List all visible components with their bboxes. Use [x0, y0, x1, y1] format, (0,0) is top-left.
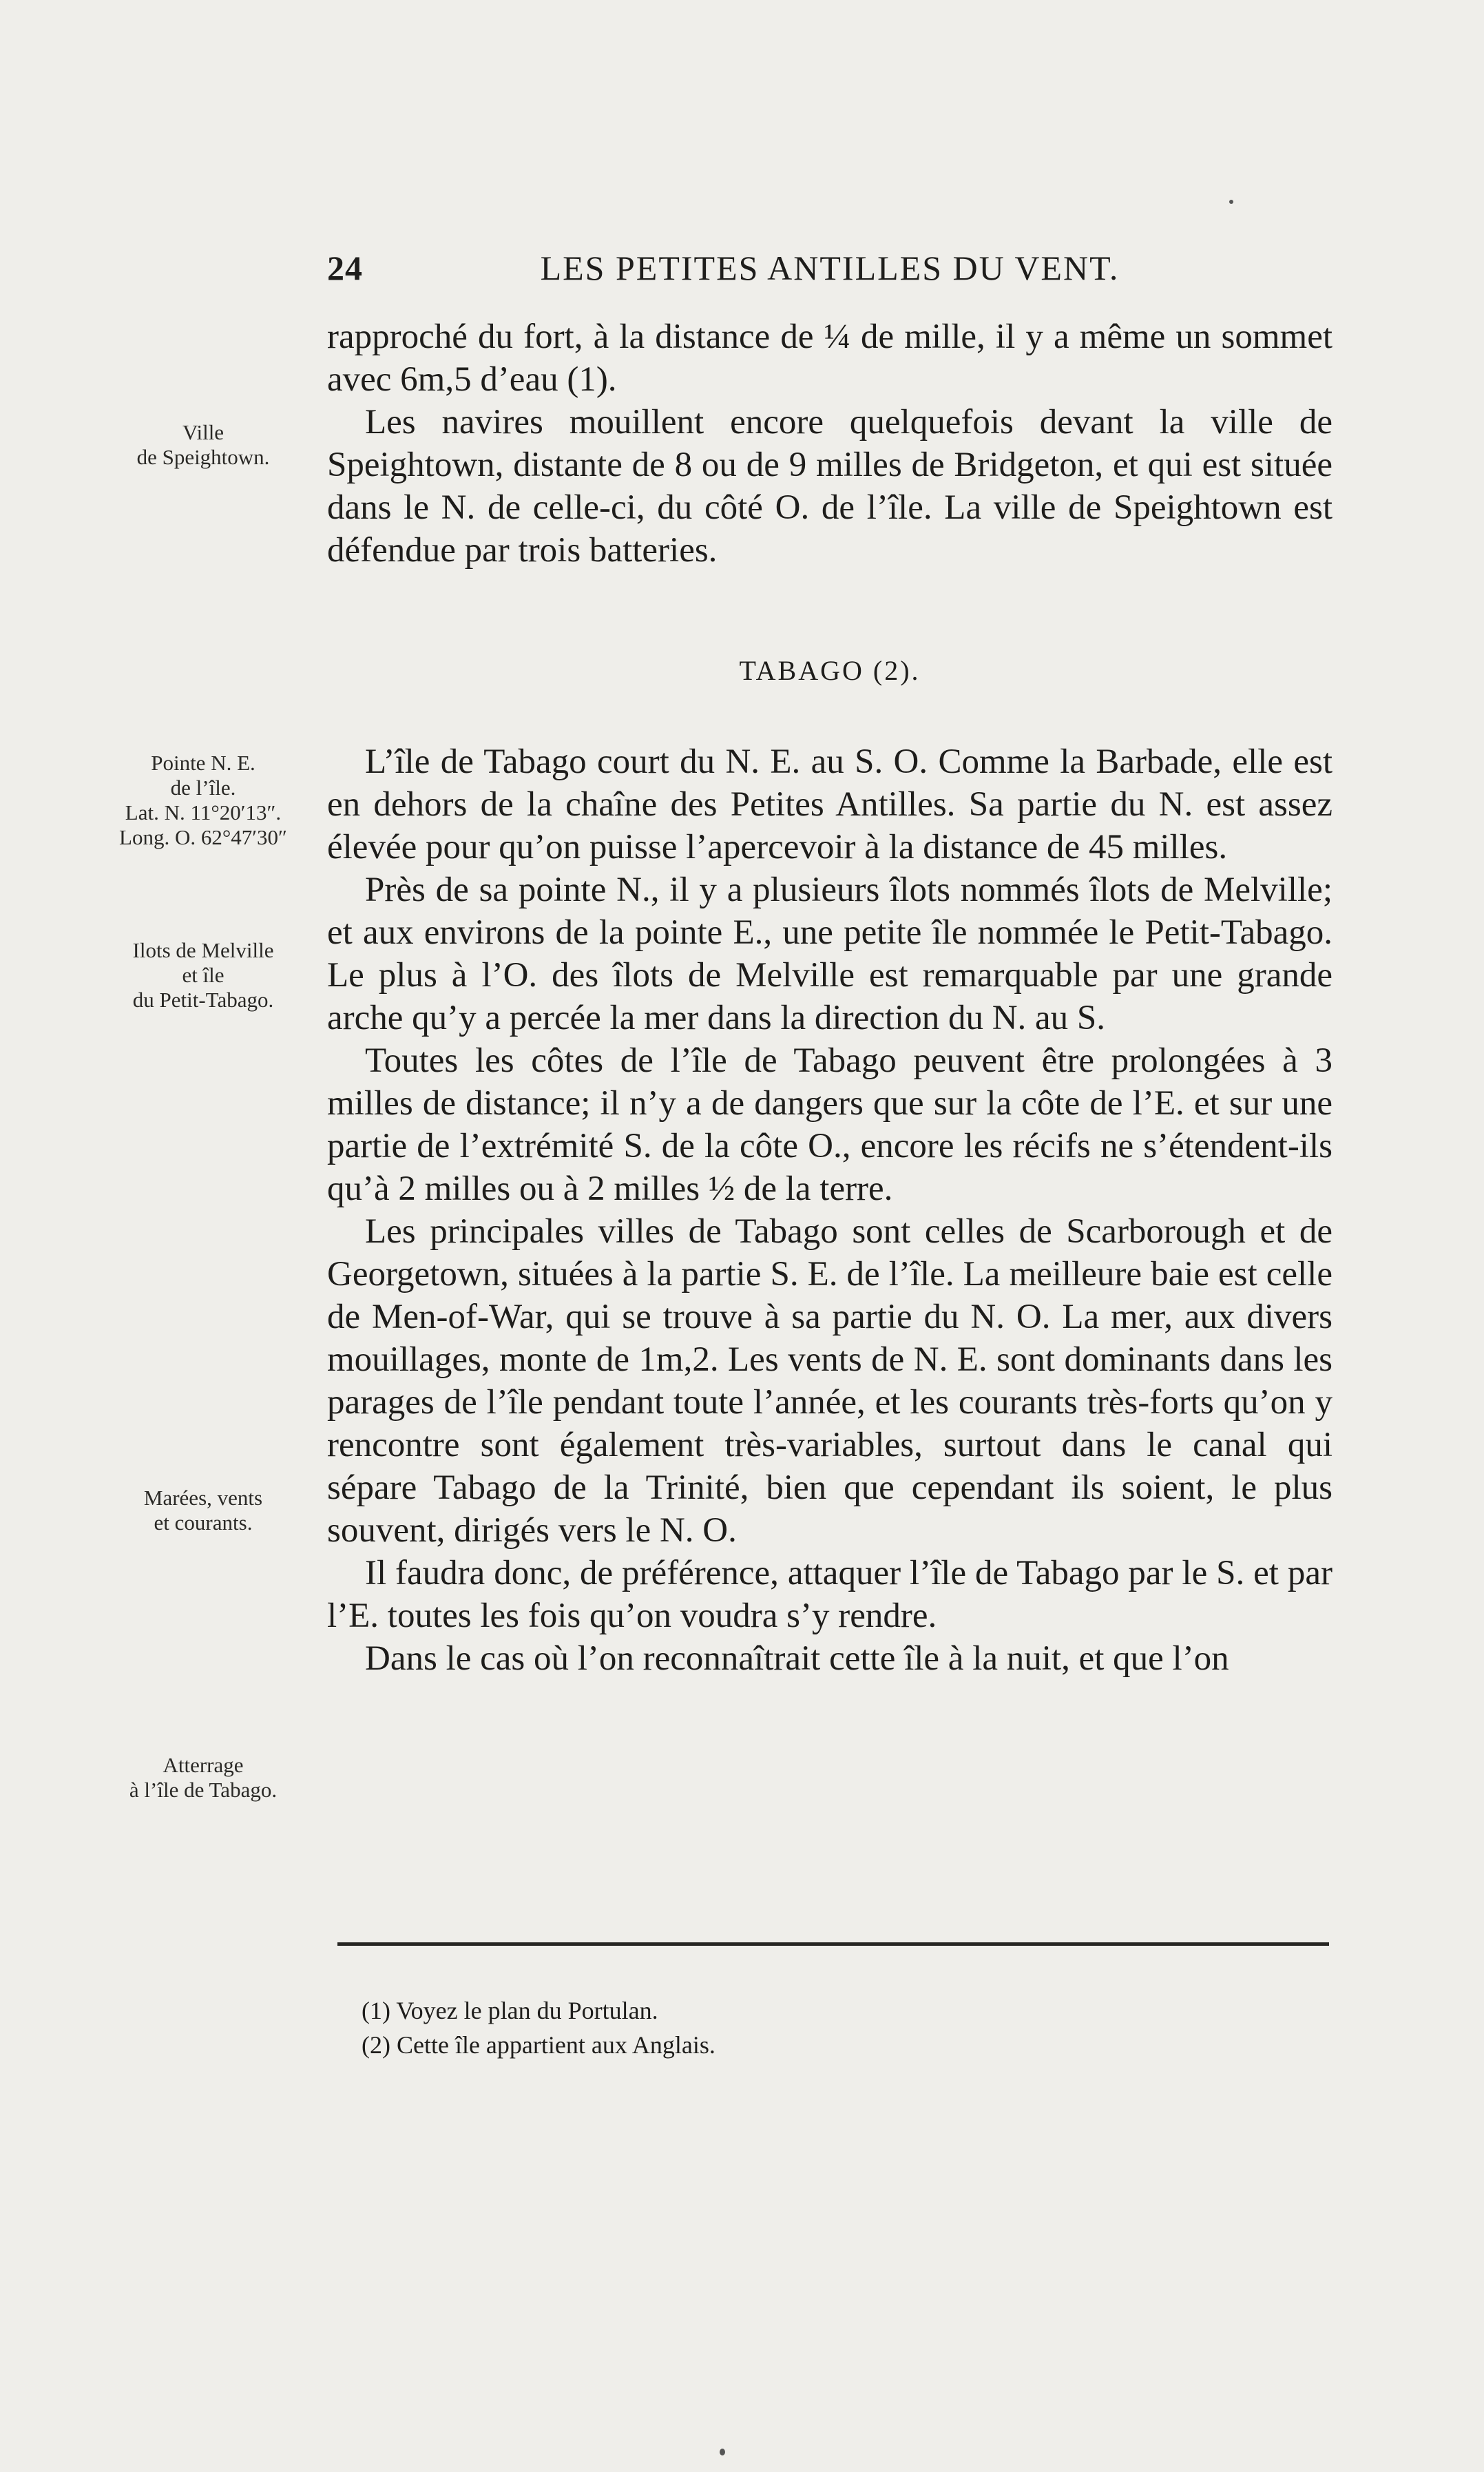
marginal-line: Lat. N. 11°20′13″.	[125, 800, 282, 824]
footnote-2: (2) Cette île appartient aux Anglais.	[362, 2031, 715, 2059]
marginal-line: de Speightown.	[136, 445, 270, 469]
marginal-note-melville	[90, 938, 317, 1012]
paragraph-approach: Il faudra donc, de préférence, attaquer l’île de Tabago par le S. et par l’E. toutes les fois qu’on voudra s’y rendre.	[327, 1554, 1333, 1635]
marginal-line: Ville	[182, 420, 224, 444]
marginal-line: Long. O. 62°47′30″	[119, 825, 287, 849]
paragraph-continuation: rapproché du fort, à la distance de ¼ de mille, il y a même un sommet avec 6m,5 d’eau (1).	[327, 318, 1333, 399]
marginal-note-atterrage	[90, 1753, 317, 1803]
running-head	[327, 248, 1333, 303]
paragraph-tabago-intro: L’île de Tabago court du N. E. au S. O. Comme la Barbade, elle est en dehors de la chaîne des Petites Antilles. Sa partie du N. est assez élevée pour qu’on puisse l’apercevoir à la distance de 45 milles.	[327, 742, 1333, 866]
paragraph-towns-winds: Les principales villes de Tabago sont celles de Scarborough et de Georgetown, situées à la partie S. E. de l’île. La meilleure baie est celle de Men-of-War, qui se trouve à sa partie du N. O. La mer, aux divers mouillages, monte de 1m,2. Les vents de N. E. sont dominants dans les parages de l’île pendant toute l’année, et les courants très-forts qu’on y rencontre sont également très-variables, surtout dans le canal qui sépare Tabago de la Trinité, bien que cependant ils soient, le plus souvent, dirigés vers le N. O.	[327, 1212, 1333, 1550]
page-speck	[1229, 200, 1233, 204]
paragraph-coasts: Toutes les côtes de l’île de Tabago peuvent être prolongées à 3 milles de distance; il n’y a de dangers que sur la côte de l’E. et sur une partie de l’extrémité S. de la côte O., encore les récifs ne s’étendent-ils qu’à 2 milles ou à 2 milles ½ de la terre.	[327, 1041, 1333, 1208]
marginal-line: Marées, vents	[143, 1486, 263, 1510]
marginal-line: Pointe N. E.	[151, 751, 255, 775]
marginal-line: et île	[182, 963, 224, 987]
paragraph-speightown: Les navires mouillent encore quelquefois devant la ville de Speightown, distante de 8 ou de 9 milles de Bridgeton, et qui est située dans le N. de celle-ci, du côté O. de l’île. La ville de Speightown est défendue par trois batteries.	[327, 403, 1333, 570]
page-speck	[720, 2449, 725, 2455]
main-text-block	[327, 740, 1333, 1680]
marginal-note-pointe-ne	[90, 751, 317, 850]
footnote-rule	[337, 1942, 1329, 1946]
marginal-line: et courants.	[154, 1510, 253, 1535]
marginal-line: Ilots de Melville	[132, 938, 274, 962]
page-number: 24	[327, 249, 363, 287]
marginal-line: à l’île de Tabago.	[129, 1778, 278, 1802]
top-text-block	[327, 315, 1333, 572]
marginal-line: Atterrage	[163, 1753, 244, 1777]
marginal-note-speightown	[90, 420, 317, 470]
running-title: LES PETITES ANTILLES DU VENT.	[540, 249, 1120, 287]
marginal-line: du Petit-Tabago.	[132, 988, 274, 1012]
paragraph-melville: Près de sa pointe N., il y a plusieurs îlots nommés îlots de Melville; et aux environs de la pointe E., une petite île nommée le Petit-Tabago. Le plus à l’O. des îlots de Melville est remarquable par une grande arche qu’y a percée la mer dans la direction du N. au S.	[327, 871, 1333, 1037]
marginal-note-marees	[90, 1486, 317, 1535]
marginal-line: de l’île.	[170, 776, 236, 800]
section-heading-tabago: TABAGO (2).	[739, 655, 921, 686]
footnote-1: (1) Voyez le plan du Portulan.	[362, 1997, 658, 2024]
paragraph-night: Dans le cas où l’on reconnaîtrait cette île à la nuit, et que l’on	[365, 1639, 1229, 1678]
